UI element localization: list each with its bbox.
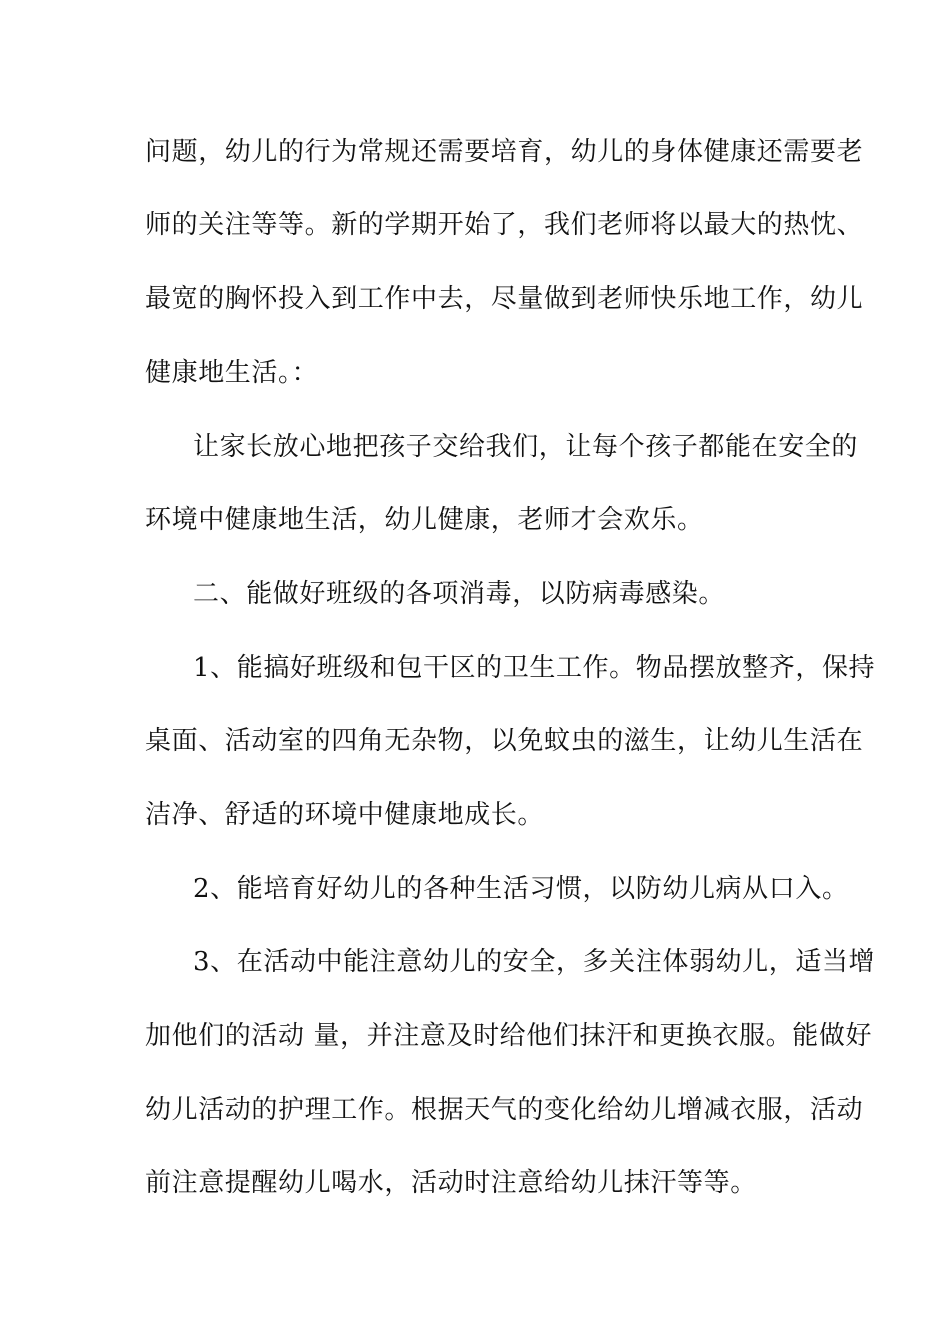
text-line-14: 幼儿活动的护理工作。根据天气的变化给幼儿增减衣服，活动 <box>145 1095 864 1125</box>
section-heading-2: 二、能做好班级的各项消毒，以防病毒感染。 <box>193 579 726 609</box>
text-line-11: 2、能培育好幼儿的各种生活习惯，以防幼儿病从口入。 <box>193 874 849 904</box>
text-line-1: 问题，幼儿的行为常规还需要培育，幼儿的身体健康还需要老 <box>145 137 864 167</box>
text-line-9: 桌面、活动室的四角无杂物，以免蚊虫的滋生，让幼儿生活在 <box>145 726 864 756</box>
text-line-13: 加他们的活动 量，并注意及时给他们抹汗和更换衣服。能做好 <box>145 1021 873 1051</box>
text-line-15: 前注意提醒幼儿喝水，活动时注意给幼儿抹汗等等。 <box>145 1168 757 1198</box>
text-line-8: 1、能搞好班级和包干区的卫生工作。物品摆放整齐，保持 <box>193 653 876 683</box>
text-line-6: 环境中健康地生活，幼儿健康，老师才会欢乐。 <box>145 505 704 535</box>
text-line-5: 让家长放心地把孩子交给我们，让每个孩子都能在安全的 <box>193 432 859 462</box>
text-line-3: 最宽的胸怀投入到工作中去，尽量做到老师快乐地工作，幼儿 <box>145 284 864 314</box>
text-line-10: 洁净、舒适的环境中健康地成长。 <box>145 800 545 830</box>
text-line-2: 师的关注等等。新的学期开始了，我们老师将以最大的热忱、 <box>145 210 864 240</box>
text-line-4: 健康地生活。： <box>145 358 319 388</box>
text-line-12: 3、在活动中能注意幼儿的安全，多关注体弱幼儿，适当增 <box>193 947 876 977</box>
